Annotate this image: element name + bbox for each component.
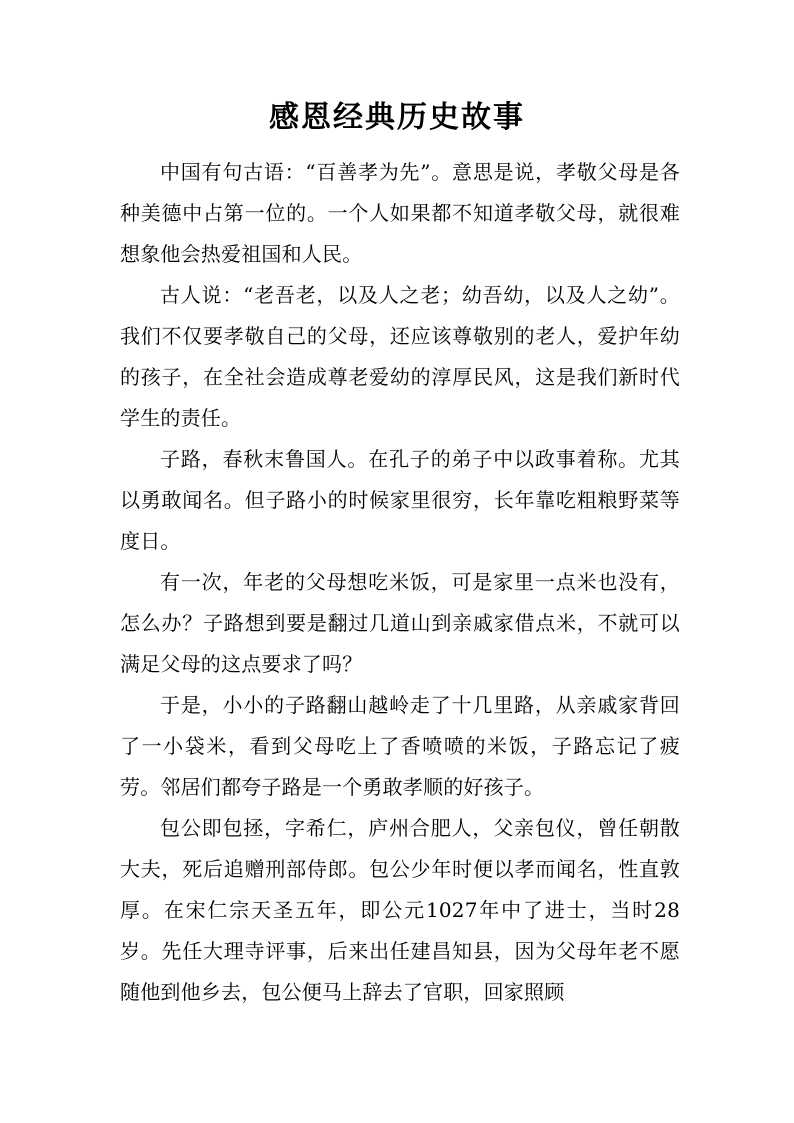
paragraph: 中国有句古语：“百善孝为先”。意思是说，孝敬父母是各种美德中占第一位的。一个人如果都不知道孝敬父母，就很难想象他会热爱祖国和人民。 bbox=[120, 160, 680, 266]
paragraph: 包公即包拯，字希仁，庐州合肥人，父亲包仪，曾任朝散大夫，死后追赠刑部侍郎。包公少年时便以孝而闻名，性直敦厚。在宋仁宗天圣五年，即公元1027年中了进士，当时28岁。先任大理寺评事，后来出任建昌知县，因为父母年老不愿随他到他乡去，包公便马上辞去了官职，回家照顾 bbox=[120, 816, 680, 1004]
document-body bbox=[120, 152, 680, 1013]
document-title: 感恩经典历史故事 bbox=[269, 100, 525, 135]
paragraph: 古人说：“老吾老，以及人之老；幼吾幼，以及人之幼”。我们不仅要孝敬自己的父母，还应该尊敬别的老人，爱护年幼的孩子，在全社会造成尊老爱幼的淳厚民风，这是我们新时代学生的责任。 bbox=[120, 283, 680, 430]
paragraph: 于是，小小的子路翻山越岭走了十几里路，从亲戚家背回了一小袋米，看到父母吃上了香喷喷的米饭，子路忘记了疲劳。邻居们都夸子路是一个勇敢孝顺的好孩子。 bbox=[120, 693, 680, 799]
paragraph: 子路，春秋末鲁国人。在孔子的弟子中以政事着称。尤其以勇敢闻名。但子路小的时候家里很穷，长年靠吃粗粮野菜等度日。 bbox=[120, 447, 680, 553]
paragraph: 有一次，年老的父母想吃米饭，可是家里一点米也没有，怎么办？子路想到要是翻过几道山到亲戚家借点米，不就可以满足父母的这点要求了吗？ bbox=[120, 570, 680, 676]
